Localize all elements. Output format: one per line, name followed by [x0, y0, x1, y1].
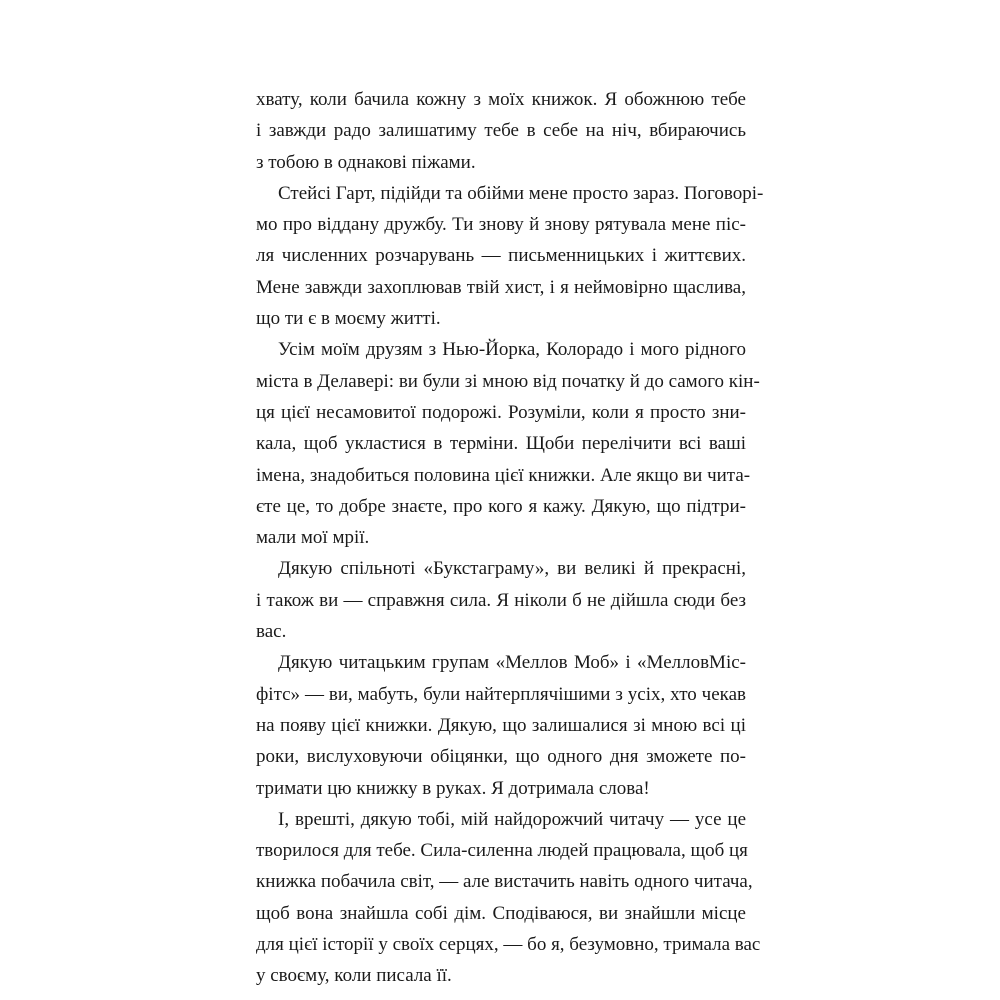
text-line: Усім моїм друзям з Нью-Йорка, Колорадо і мого рідного	[278, 339, 746, 361]
text-line: для цієї історії у своїх серцях, — бо я, безумовно, тримала вас	[256, 934, 761, 956]
text-line: щоб вона знайшла собі дім. Сподіваюся, ви знайшли місце	[256, 902, 746, 924]
text-line: Стейсі Гарт, підійди та обійми мене просто зараз. Поговорі-	[278, 182, 764, 204]
text-line: Мене завжди захоплював твій хист, і я неймовірно щаслива,	[256, 276, 746, 298]
text-line: творилося для тебе. Сила-силенна людей працювала, щоб ця	[256, 840, 748, 862]
text-line: тримати цю книжку в руках. Я дотримала слова!	[256, 777, 650, 799]
text-line: і також ви — справжня сила. Я ніколи б не дійшла сюди без	[256, 589, 746, 611]
text-line: хвату, коли бачила кожну з моїх книжок. Я обожнюю тебе	[256, 89, 746, 110]
text-line: книжка побачила світ, — але вистачить навіть одного читача,	[256, 871, 753, 893]
text-line: І, врешті, дякую тобі, мій найдорожчий читачу — усе це	[278, 808, 746, 830]
text-line: мали мої мрії.	[256, 527, 370, 549]
text-line: єте це, то добре знаєте, про кого я кажу. Дякую, що підтри-	[256, 495, 746, 517]
text-line: роки, вислуховуючи обіцянки, що одного дня зможете по-	[256, 746, 746, 768]
text-line: вас.	[256, 621, 287, 643]
text-line: Дякую читацьким групам «Меллов Моб» і «МелловМіс-	[278, 652, 746, 674]
text-line: і завжди радо залишатиму тебе в себе на ніч, вбираючись	[256, 120, 746, 142]
text-line: фітс» — ви, мабуть, були найтерплячішими з усіх, хто чекав	[256, 683, 746, 705]
text-line: міста в Делавері: ви були зі мною від початку й до самого кін-	[256, 370, 760, 392]
page-body-text	[256, 84, 764, 992]
text-line: ця цієї несамовитої подорожі. Розуміли, коли я просто зни-	[256, 401, 746, 423]
paragraph	[256, 178, 764, 334]
paragraph	[256, 334, 760, 553]
text-line: кала, щоб укластися в терміни. Щоби перелічити всі ваші	[256, 433, 746, 455]
paragraph	[256, 84, 746, 178]
text-line: Дякую спільноті «Букстаграму», ви великі й прекрасні,	[278, 558, 746, 580]
text-line: ля численних розчарувань — письменницьких і життєвих.	[256, 245, 746, 267]
text-line: з тобою в однакові піжами.	[256, 151, 476, 173]
text-line: на появу цієї книжки. Дякую, що залишалися зі мною всі ці	[256, 714, 746, 736]
text-line: імена, знадобиться половина цієї книжки. Але якщо ви чита-	[256, 464, 751, 486]
text-line: мо про віддану дружбу. Ти знову й знову рятувала мене піс-	[256, 214, 746, 236]
text-line: у своєму, коли писала її.	[256, 965, 452, 987]
paragraph	[256, 804, 761, 992]
paragraph	[256, 553, 746, 647]
paragraph	[256, 647, 746, 803]
text-line: що ти є в моєму житті.	[256, 308, 441, 330]
